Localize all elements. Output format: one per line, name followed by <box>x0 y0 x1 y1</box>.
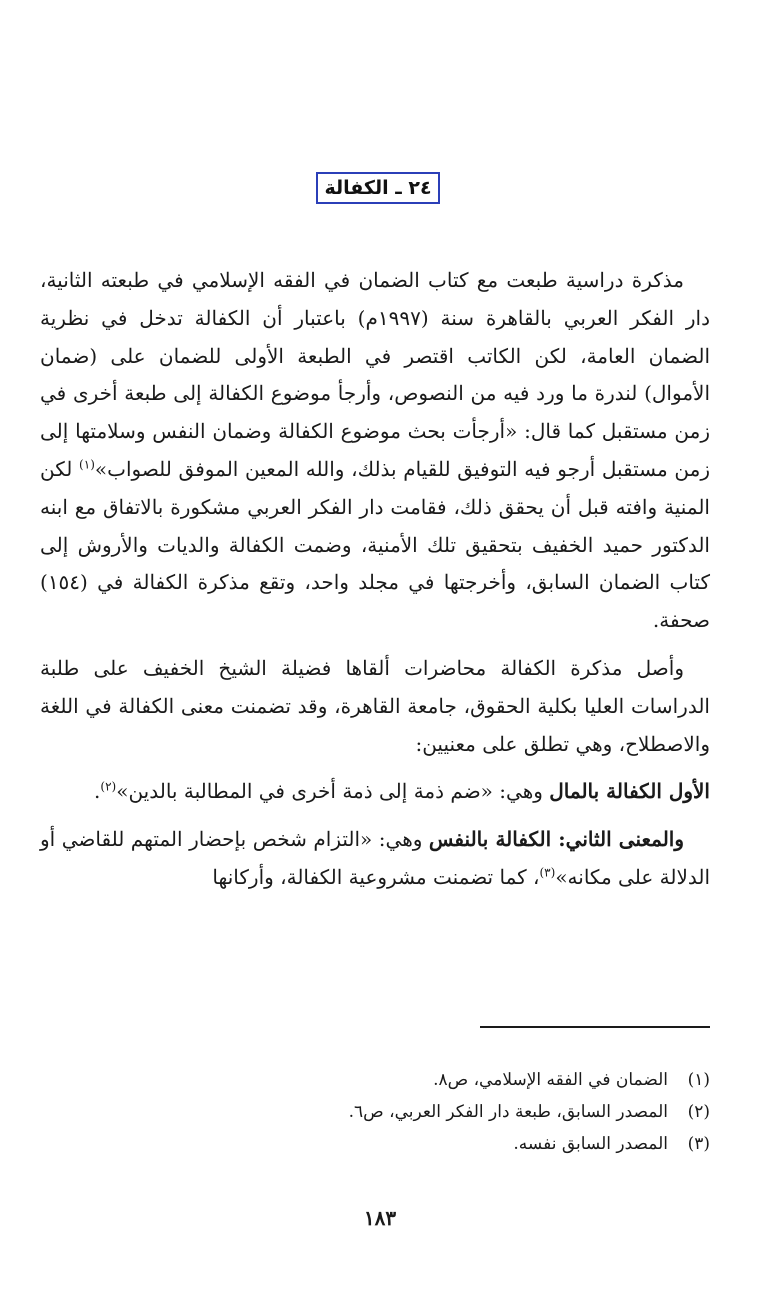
paragraph-4-end: ، كما تضمنت مشروعية الكفالة، وأركانها <box>212 864 540 889</box>
section-title <box>316 172 440 204</box>
footnote-ref-3[interactable]: (٣) <box>539 865 556 880</box>
footnotes <box>260 1064 710 1160</box>
footnote-1-text: الضمان في الفقه الإسلامي، ص٨. <box>433 1070 668 1090</box>
paragraph-2-text: وأصل مذكرة الكفالة محاضرات ألقاها فضيلة الشيخ الخفيف على طلبة الدراسات العليا بكلية الحقوق، جامعة القاهرة، وقد تضمنت معنى الكفالة في اللغة والاصطلاح، وهي تطلق على معنيين: <box>40 655 710 756</box>
footnote-2-text: المصدر السابق، طبعة دار الفكر العربي، ص٦. <box>348 1102 668 1122</box>
main-text <box>40 262 710 907</box>
paragraph-1-part-b: لكن المنية وافته قبل أن يحقق ذلك، فقامت دار الفكر العربي مشكورة بالاتفاق مع ابنه الدكتور حميد الخفيف بتحقيق تلك الأمنية، وضمت الكفالة والديات والأروش إلى كتاب الضمان السابق، وأخرجتها في مجلد واحد، وتقع مذكرة الكفالة في (١٥٤) صحفة. <box>40 456 710 633</box>
footnote-divider <box>480 1026 710 1028</box>
paragraph-1 <box>40 262 710 640</box>
footnote-3-text: المصدر السابق نفسه. <box>513 1134 668 1154</box>
paragraph-3-end: . <box>94 779 101 804</box>
footnote-3-number: (٣) <box>687 1134 710 1154</box>
footnote-1-number: (١) <box>687 1070 710 1090</box>
paragraph-1-part-a: مذكرة دراسية طبعت مع كتاب الضمان في الفقه الإسلامي في طبعته الثانية، دار الفكر العربي بالقاهرة سنة (١٩٩٧م) باعتبار أن الكفالة تدخل في نظرية الضمان العامة، لكن الكاتب اقتصر في الطبعة الأولى للضمان على (ضمان الأموال) لندرة ما ورد فيه من النصوص، وأرجأ موضوع الكفالة إلى طبعة أخرى في زمن مستقبل كما قال: «أرجأت بحث موضوع الكفالة وضمان النفس وسلامتها إلى زمن مستقبل أرجو فيه التوفيق للقيام بذلك، والله المعين الموفق للصواب» <box>40 268 710 481</box>
paragraph-3 <box>40 773 710 811</box>
paragraph-2 <box>40 650 710 763</box>
paragraph-4-bold: والمعنى الثاني: الكفالة بالنفس <box>428 827 685 852</box>
paragraph-3-text: وهي: «ضم ذمة إلى ذمة أخرى في المطالبة بالدين» <box>116 779 550 804</box>
footnote-ref-1[interactable]: (١) <box>79 457 95 472</box>
paragraph-4 <box>40 821 710 897</box>
footnote-2-number: (٢) <box>687 1102 710 1122</box>
section-title-text: ٢٤ ـ الكفالة <box>324 177 432 199</box>
paragraph-4-text: وهي: «التزام شخص بإحضار المتهم للقاضي أو الدلالة على مكانه» <box>40 827 710 889</box>
footnote-1 <box>260 1064 710 1096</box>
footnote-ref-2[interactable]: (٢) <box>100 779 117 794</box>
footnote-2 <box>260 1096 710 1128</box>
footnote-3 <box>260 1128 710 1160</box>
paragraph-3-bold: الأول الكفالة بالمال <box>549 779 710 804</box>
page-number: ١٨٣ <box>363 1206 397 1230</box>
